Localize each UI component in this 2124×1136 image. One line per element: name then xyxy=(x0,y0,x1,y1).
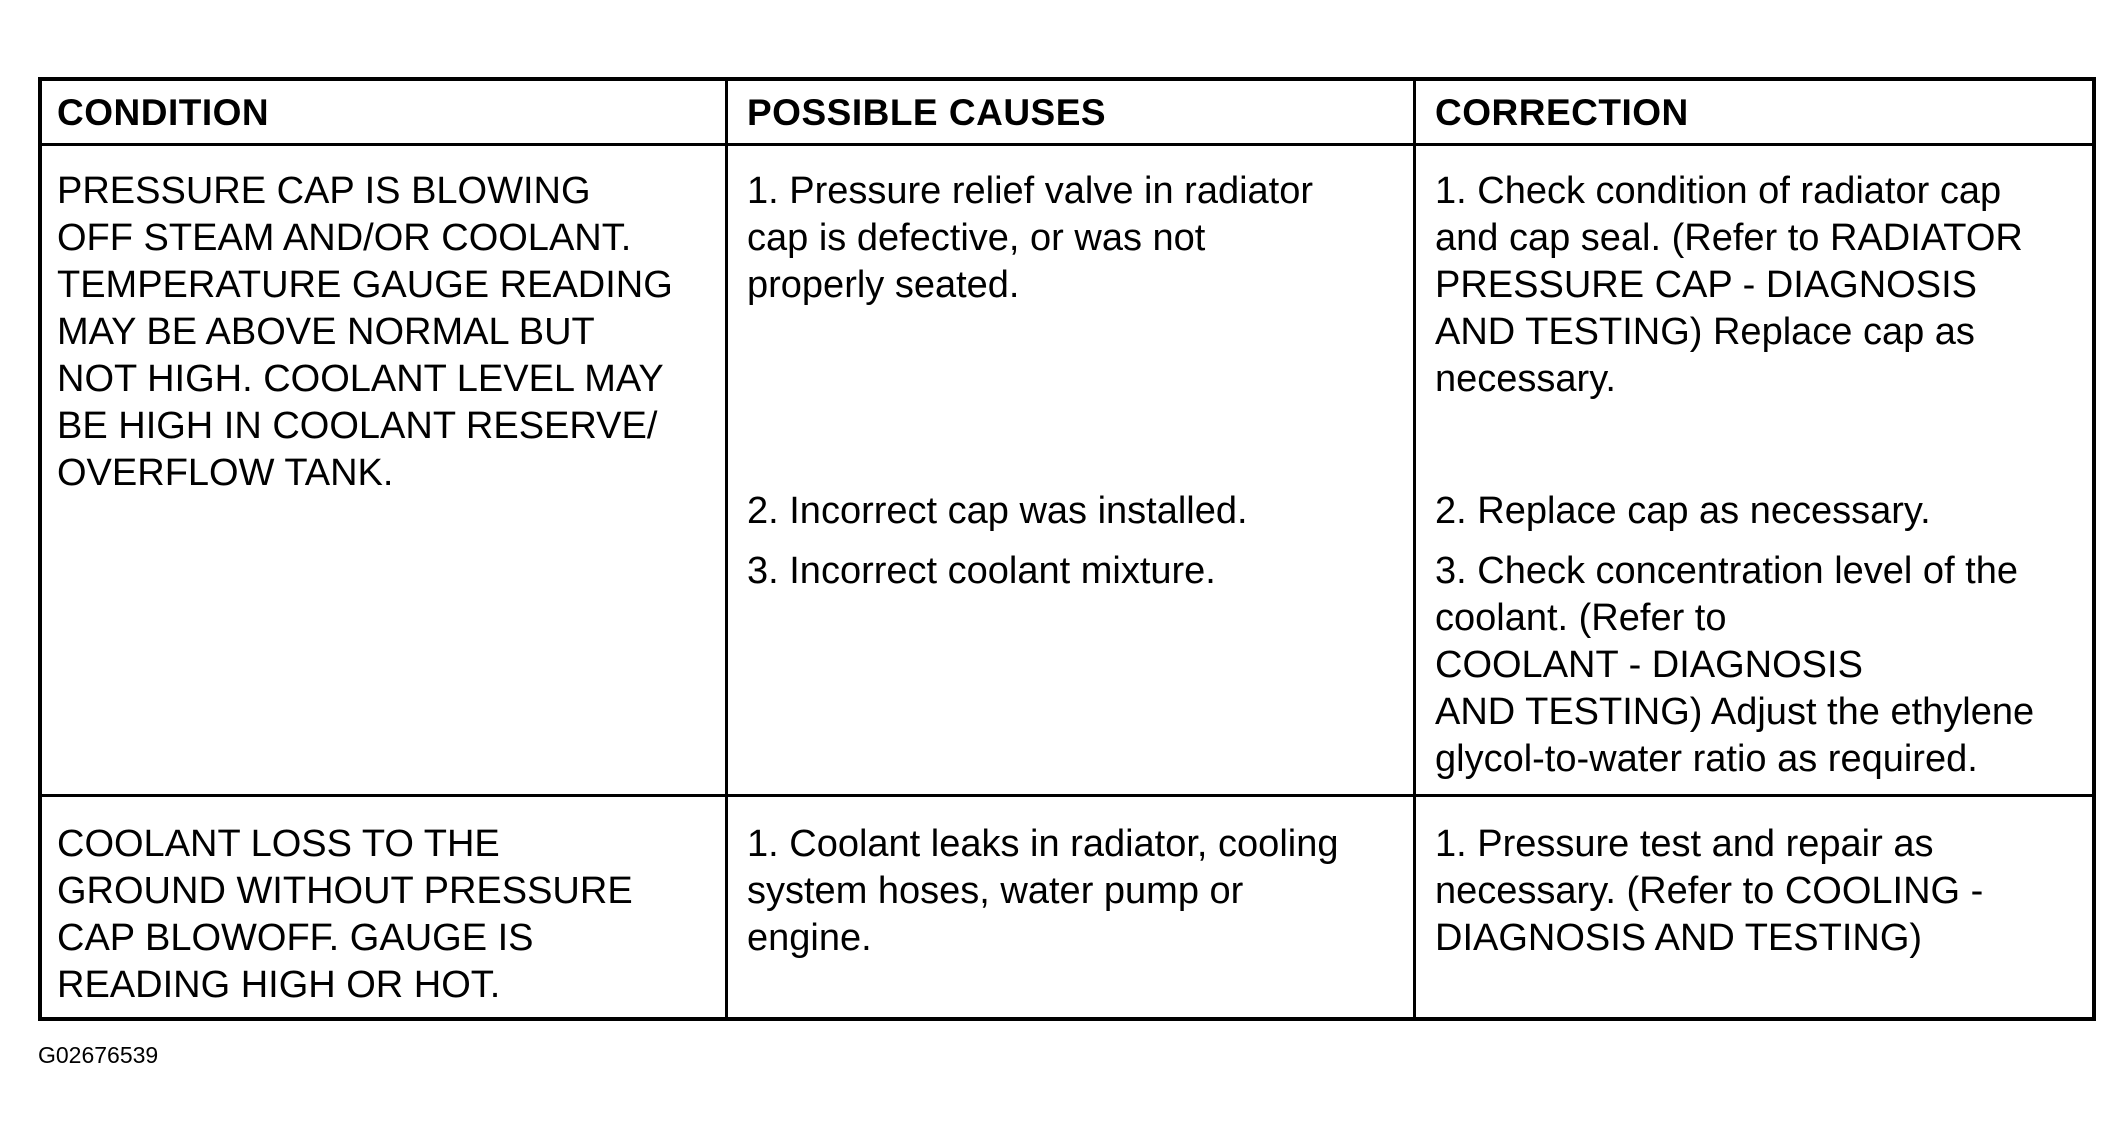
header-divider xyxy=(42,143,2092,146)
column-divider xyxy=(1413,81,1416,1017)
row1-correction-2: 2. Replace cap as necessary. xyxy=(1435,490,1931,532)
row2-condition: COOLANT LOSS TO THE GROUND WITHOUT PRESSURE CAP BLOWOFF. GAUGE IS READING HIGH OR HOT. xyxy=(57,823,633,1006)
row1-cause-1: 1. Pressure relief valve in radiator cap is defective, or was not properly seated. xyxy=(747,170,1314,306)
row1-cause-2: 2. Incorrect cap was installed. xyxy=(747,490,1248,532)
row1-correction-1: 1. Check condition of radiator cap and cap seal. (Refer to RADIATOR PRESSURE CAP - DIAGNOSIS AND TESTING) Replace cap as necessary. xyxy=(1435,170,2023,400)
figure-id: G02676539 xyxy=(38,1042,159,1068)
row1-cause-3: 3. Incorrect coolant mixture. xyxy=(747,550,1216,592)
header-possible-causes: POSSIBLE CAUSES xyxy=(747,92,1107,133)
row2-cause-1: 1. Coolant leaks in radiator, cooling system hoses, water pump or engine. xyxy=(747,823,1339,959)
row2-correction-1: 1. Pressure test and repair as necessary. (Refer to COOLING - DIAGNOSIS AND TESTING) xyxy=(1435,823,1984,959)
row-divider xyxy=(42,794,2092,797)
header-condition: CONDITION xyxy=(57,92,270,133)
column-divider xyxy=(725,81,728,1017)
header-correction: CORRECTION xyxy=(1435,92,1689,133)
diagnosis-table xyxy=(38,77,2096,1021)
row1-condition: PRESSURE CAP IS BLOWING OFF STEAM AND/OR COOLANT. TEMPERATURE GAUGE READING MAY BE ABOVE NORMAL BUT NOT HIGH. COOLANT LEVEL MAY BE HIGH IN COOLANT RESERVE/ OVERFLOW TANK. xyxy=(57,170,673,494)
row1-correction-3: 3. Check concentration level of the coolant. (Refer to COOLANT - DIAGNOSIS AND TESTING) Adjust the ethylene glycol-to-water ratio as required. xyxy=(1435,550,2035,780)
